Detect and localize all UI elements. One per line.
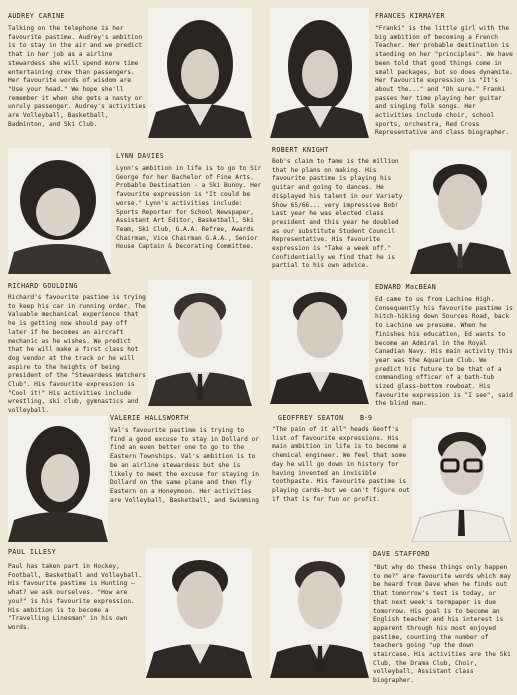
student-name: AUDREY CARINE: [8, 12, 65, 20]
student-name: VALERIE HALLSWORTH: [110, 414, 189, 422]
page-number: B-9: [360, 414, 372, 422]
student-photo: [270, 280, 369, 404]
student-bio: "Franki" is the little girl with the big ambition of becoming a French Teacher. Her probable destination is standing on her "principles". We have been told that good things come in small packages, but so does dynamite. Her favourite expression is "It's about the..." and "Oh sure." Franki passes her time playing her guitar and singing folk songs. Her activities include choir, school sports, orchestra, Red Cross Representative and class biographer.: [375, 25, 513, 137]
student-name: GEOFFREY SEATON: [278, 414, 344, 422]
student-name: PAUL ILLESY: [8, 548, 57, 556]
student-bio: Val's favourite pastime is trying to find a good excuse to stay in Dollard or find an even better one to go to the Eastern Townships. Val's ambition is to be an airline stewardess but she is likely to meet the excuse for staying in Dollard on the same plane and then fly Eastern on a Honeymoon. Her activities are Volleyball, Basketball, and Swimming: [110, 427, 260, 504]
portrait-boy-icon: [270, 280, 369, 404]
student-photo: [148, 8, 252, 138]
student-bio: Talking on the telephone is her favourite pastime. Audrey's ambition is to stay in the air and we predict that in her job as a airline stewardess she will spend more time entertaining crew than passengers. Her favourite words of wisdom are "Use your head." We hope she'll remember it when she gets a nasty or unruly passenger. Audrey's activities are Volleyball, Basketball, Badminton, and Ski Club.: [8, 25, 146, 128]
student-name: DAVE STAFFORD: [373, 550, 430, 558]
portrait-boy-icon: [148, 280, 252, 406]
student-name: EDWARD MacBEAN: [375, 283, 437, 291]
student-name: FRANCES KIRMAYER: [375, 12, 445, 20]
portrait-boy-icon: [270, 548, 369, 678]
student-photo: [412, 418, 511, 542]
student-name: RICHARD GOULDING: [8, 282, 78, 290]
student-photo: [410, 150, 511, 274]
portrait-boy-glasses-icon: [412, 418, 511, 542]
portrait-girl-icon: [8, 148, 111, 274]
portrait-girl-icon: [8, 416, 108, 542]
student-photo: [270, 548, 369, 678]
student-photo: [8, 148, 111, 274]
student-name: ROBERT KNIGHT: [272, 146, 329, 154]
student-name: LYNN DAVIES: [116, 152, 165, 160]
student-bio: "The pain of it all" heads Geoff's list of favourite expressions. His main ambition in life is to become a chemical engineer. We feel that some day he will go down in history for having invented an invisible toothpaste. His favourite pastime is playing cards-but we can't figure out if that is for fun or profit.: [272, 426, 410, 503]
student-bio: Lynn's ambition in life is to go to Sir George for her Bachelor of Fine Arts. Probable Destination - a Ski Bunny. Her favourite expression is "It could be worse." Lynn's activities include: Sports Reporter for School Newspaper, Assistant Art Editor, Basketball, Ski Team, Ski Club, G.A.A. Refree, Awards Chairman, Vice Chairman G.A.A., Senior House Captain & Decorating Committee.: [116, 165, 262, 251]
student-photo: [270, 8, 369, 138]
student-bio: "But why do these things only happen to me?" are favourite words which may be heard from Dave when he finds out that tomorrow's test is today, or that next week's termpaper is due tomorrow. His goal is to become an English teacher and his interest is apparent through his most enjoyed pastime, counting the number of teachers going "up the down staircase. His activities are the Ski Club, the Drama Club, Choir, volleyball, Assistant class biographer.: [373, 564, 511, 685]
portrait-boy-icon: [410, 150, 511, 274]
student-bio: Ed came to us from Lachine High. Consequently his favourite pastime is hitch-hiking down Sources Road, back to Lachine we presume. When he finishes his education, Ed wants to become an Admiral in the Royal Canadian Navy. His main activity this year was the Aquarium Club. We predict his future to be that of a commanding officer of a bath-tub sized glass-bottom rowboat. His favourite expression is "I see", said the blind man.: [375, 296, 513, 408]
portrait-boy-icon: [146, 548, 252, 678]
student-bio: Richard's favourite pastime is trying to keep his car in running order. The Valuable mechanical experience that he is getting now should pay off later if he becomes an aircraft mechanic as he wishes. We predict that he will make a first class hot dog vendor at the track or he will aspire to the heights of being president of the "Stewardess Watchers Club". His favourite expression is "Cool it!" His activities include wrestling, ski club, gymnastics and volleyball.: [8, 294, 146, 415]
student-photo: [146, 548, 252, 678]
student-bio: Bob's claim to fame is the million that he plans on making. His favourite pastime is playing his guitar and going to dances. He displayed his talent in our Variety Show 65/66... very impressive Bob! Last year he was elected class president and this year he doubled as our substitute Student Council Representative. His favourite expression is "Take a week off." Confidentially we find that he is partial to his own advice.: [272, 158, 403, 270]
student-bio: Paul has taken part in Hockey, Football, Basketball and Volleyball. His favourite pastime is Hunting — what? we ask ourselves. "How are you?" is his favourite expression. His ambition is to become a "Travelling Linesman" in his own words.: [8, 563, 143, 631]
student-photo: [148, 280, 252, 406]
portrait-girl-icon: [148, 8, 252, 138]
student-photo: [8, 416, 108, 542]
portrait-girl-icon: [270, 8, 369, 138]
